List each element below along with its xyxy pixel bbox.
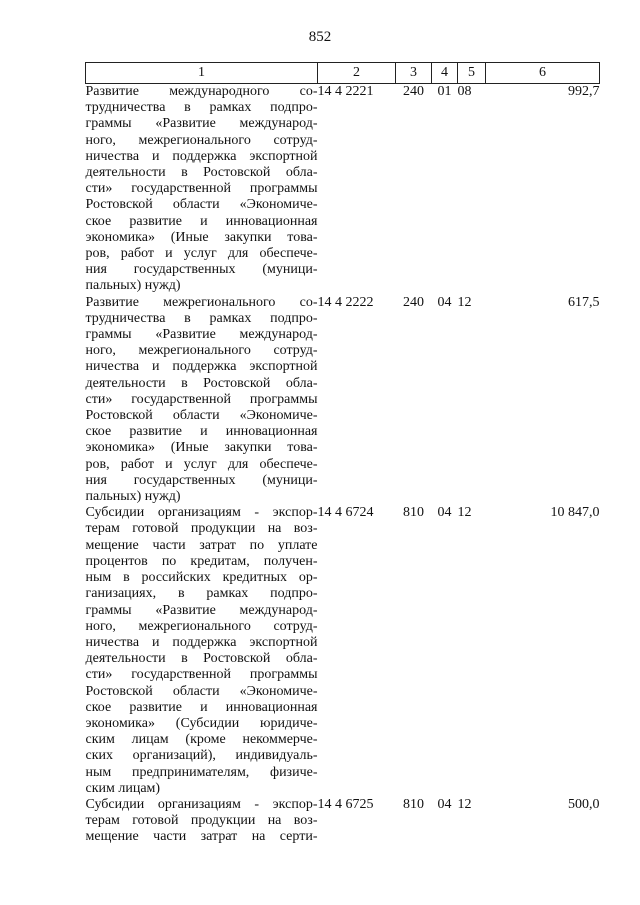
description-line: ного, межрегионального сотруд-: [85, 132, 318, 148]
description-line: процентов по кредитам, получен-: [85, 553, 318, 569]
header-row: [86, 63, 600, 84]
description-line: деятельности в Ростовской обла-: [85, 375, 318, 391]
description-line: мещение части затрат по уплате: [85, 537, 318, 553]
description-line: ничества и поддержка экспортной: [85, 634, 318, 650]
column-header-5: 5: [458, 63, 486, 84]
description-line: ское развитие и инновационная: [85, 699, 318, 715]
description-line: ским лицам (кроме некоммерче-: [85, 732, 318, 748]
amount: 992,7: [568, 84, 600, 99]
amount: 617,5: [568, 294, 600, 310]
description-line: ров, работ и услуг для обеспече-: [85, 246, 318, 262]
description-line: пальных) нужд): [85, 489, 181, 505]
description-line: сти» государственной программы: [85, 667, 318, 683]
subsection-code: 12: [457, 294, 472, 310]
description-line: ным в российских кредитных ор-: [85, 570, 318, 586]
amount: 500,0: [568, 796, 600, 812]
description-line: ния государственных (муници-: [85, 262, 318, 278]
target-article-code: 14 4 2222: [317, 294, 374, 310]
description-line: граммы «Развитие международ-: [85, 602, 318, 618]
page-number: 852: [308, 29, 332, 45]
description-line: экономика» (Иные закупки това-: [85, 440, 318, 456]
description-line: деятельности в Ростовской обла-: [85, 165, 318, 181]
description-line: экономика» (Субсидии юридиче-: [85, 715, 318, 731]
row-description: [86, 505, 318, 797]
section-code: 04: [437, 796, 452, 812]
description-line: ного, межрегионального сотруд-: [85, 618, 318, 634]
description-line: Субсидии организациям - экспор-: [85, 796, 318, 812]
row-description: [86, 797, 318, 846]
description-line: граммы «Развитие международ-: [85, 116, 318, 132]
description-line: ным предпринимателям, физиче-: [85, 764, 318, 780]
description-line: сти» государственной программы: [85, 181, 318, 197]
target-article-code: 14 4 6724: [317, 505, 374, 521]
description-line: ское развитие и инновационная: [85, 424, 318, 440]
subsection-code: 12: [457, 796, 472, 812]
table-row: [86, 84, 600, 295]
description-line: ничества и поддержка экспортной: [85, 359, 318, 375]
description-line: ров, работ и услуг для обеспече-: [85, 456, 318, 472]
description-line: Ростовской области «Экономиче-: [85, 408, 318, 424]
row-description: [86, 84, 318, 295]
column-header-1: 1: [86, 63, 318, 84]
row-description: [86, 295, 318, 506]
description-line: сти» государственной программы: [85, 391, 318, 407]
target-article-code: 14 4 2221: [317, 84, 374, 99]
description-line: Развитие межрегионального со-: [85, 294, 318, 310]
table-row: [86, 797, 600, 846]
subsection-code: 08: [457, 84, 472, 99]
column-header-4: 4: [432, 63, 458, 84]
description-line: ских организаций), индивидуаль-: [85, 748, 318, 764]
description-line: пальных) нужд): [85, 278, 181, 294]
subsection-code: 12: [457, 505, 472, 521]
description-line: трудничества в рамках подпро-: [85, 310, 318, 326]
section-code: 04: [437, 294, 452, 310]
description-line: ничества и поддержка экспортной: [85, 148, 318, 164]
description-line: терам готовой продукции на воз-: [85, 521, 318, 537]
description-line: мещение части затрат на серти-: [85, 829, 318, 845]
description-line: Субсидии организациям - экспор-: [85, 505, 318, 521]
description-line: деятельности в Ростовской обла-: [85, 651, 318, 667]
expense-type-code: 810: [403, 505, 424, 521]
description-line: ским лицам): [85, 780, 161, 796]
column-header-2: 2: [318, 63, 396, 84]
description-line: ское развитие и инновационная: [85, 213, 318, 229]
description-line: ния государственных (муници-: [85, 472, 318, 488]
budget-table: [85, 62, 600, 846]
description-line: Ростовской области «Экономиче-: [85, 197, 318, 213]
description-line: ганизациях, в рамках подпро-: [85, 586, 318, 602]
description-line: трудничества в рамках подпро-: [85, 100, 318, 116]
description-line: терам готовой продукции на воз-: [85, 813, 318, 829]
section-code: 04: [437, 505, 452, 521]
description-line: Ростовской области «Экономиче-: [85, 683, 318, 699]
column-header-3: 3: [396, 63, 432, 84]
expense-type-code: 240: [403, 294, 424, 310]
description-line: ного, межрегионального сотруд-: [85, 343, 318, 359]
table-row: [86, 295, 600, 506]
table-row: [86, 505, 600, 797]
section-code: 01: [437, 84, 452, 99]
description-line: Развитие международного со-: [85, 84, 318, 99]
target-article-code: 14 4 6725: [317, 796, 374, 812]
expense-type-code: 810: [403, 796, 424, 812]
description-line: экономика» (Иные закупки това-: [85, 229, 318, 245]
description-line: граммы «Развитие международ-: [85, 327, 318, 343]
column-header-6: 6: [486, 63, 600, 84]
amount: 10 847,0: [550, 505, 600, 521]
expense-type-code: 240: [403, 84, 424, 99]
